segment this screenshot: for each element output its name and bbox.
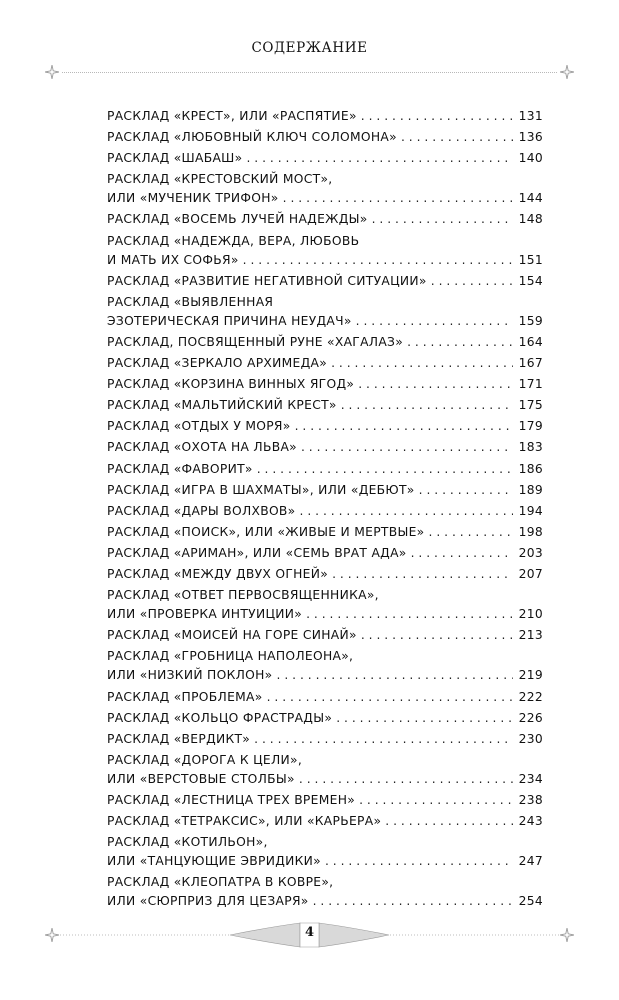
dot-leader bbox=[283, 189, 513, 208]
toc-entry-row bbox=[107, 709, 543, 728]
toc-entry bbox=[107, 709, 543, 728]
dot-leader bbox=[356, 312, 513, 331]
toc-entry bbox=[107, 626, 543, 645]
toc-entry-row bbox=[107, 272, 543, 291]
toc-entry-row bbox=[107, 770, 543, 789]
toc-entry bbox=[107, 375, 543, 394]
header-rule bbox=[62, 72, 557, 73]
toc-entry bbox=[107, 417, 543, 436]
toc-entry-title-line: РАСКЛАД «ОТВЕТ ПЕРВОСВЯЩЕННИКА», bbox=[107, 588, 379, 603]
toc-entry-row bbox=[107, 460, 543, 479]
toc-entry-page-number: 210 bbox=[518, 607, 543, 622]
toc-entry bbox=[107, 354, 543, 373]
toc-entry-page-number: 194 bbox=[518, 503, 543, 518]
toc-entry-title-line: ИЛИ «ВЕРСТОВЫЕ СТОЛБЫ» bbox=[107, 771, 295, 786]
page-number: 4 bbox=[304, 925, 315, 940]
toc-entry-title-line: РАСКЛАД «ТЕТРАКСИС», ИЛИ «КАРЬЕРА» bbox=[107, 814, 382, 829]
toc-entry-page-number: 238 bbox=[518, 792, 543, 807]
toc-entry bbox=[107, 502, 543, 521]
dot-leader bbox=[267, 688, 513, 707]
toc-entry-title-line: РАСКЛАД «ДАРЫ ВОЛХВОВ» bbox=[107, 503, 296, 518]
toc-entry-row bbox=[107, 791, 543, 810]
toc-entry-row bbox=[107, 523, 543, 542]
dot-leader bbox=[385, 812, 513, 831]
toc-entry-page-number: 148 bbox=[518, 212, 543, 227]
toc-entry bbox=[107, 396, 543, 415]
toc-entry-row bbox=[107, 812, 543, 831]
dot-leader bbox=[299, 770, 513, 789]
toc-entry bbox=[107, 232, 543, 270]
toc-entry bbox=[107, 333, 543, 352]
toc-entry-row bbox=[107, 438, 543, 457]
toc-entry bbox=[107, 170, 543, 208]
toc-entry-page-number: 219 bbox=[518, 668, 543, 683]
toc-entry-row bbox=[107, 417, 543, 436]
toc-entry-title-line: РАСКЛАД «ПОИСК», ИЛИ «ЖИВЫЕ И МЕРТВЫЕ» bbox=[107, 524, 425, 539]
toc-entry-title-line: РАСКЛАД «ОХОТА НА ЛЬВА» bbox=[107, 440, 297, 455]
toc-entry-title-line: ИЛИ «ТАНЦУЮЩИЕ ЭВРИДИКИ» bbox=[107, 854, 321, 869]
toc-entry-row bbox=[107, 544, 543, 563]
toc-entry-page-number: 247 bbox=[518, 854, 543, 869]
toc-entry-row bbox=[107, 626, 543, 645]
toc-entry-title-line: РАСКЛАД «АРИМАН», ИЛИ «СЕМЬ ВРАТ АДА» bbox=[107, 545, 407, 560]
toc-entry-page-number: 140 bbox=[518, 151, 543, 166]
toc-entry-title-line: ИЛИ «ПРОВЕРКА ИНТУИЦИИ» bbox=[107, 607, 303, 622]
toc-entry-title-line: РАСКЛАД «ВЫЯВЛЕННАЯ bbox=[107, 294, 274, 309]
toc-entry bbox=[107, 565, 543, 584]
toc-entry-page-number: 151 bbox=[518, 252, 543, 267]
toc-entry bbox=[107, 586, 543, 624]
toc-entry-page-number: 183 bbox=[518, 440, 543, 455]
toc-entry-title-line: ИЛИ «СЮРПРИЗ ДЛЯ ЦЕЗАРЯ» bbox=[107, 894, 309, 909]
dot-leader bbox=[246, 149, 513, 168]
toc-entry bbox=[107, 791, 543, 810]
toc-entry-title-line: И МАТЬ ИХ СОФЬЯ» bbox=[107, 252, 239, 267]
toc-entry-row bbox=[107, 605, 543, 624]
toc-entry-title-line: РАСКЛАД «КОТИЛЬОН», bbox=[107, 835, 268, 850]
dot-leader bbox=[254, 730, 513, 749]
toc-entry-title-line: РАСКЛАД «ШАБАШ» bbox=[107, 151, 243, 166]
toc-entry-page-number: 186 bbox=[518, 461, 543, 476]
dot-leader bbox=[336, 709, 513, 728]
dot-leader bbox=[295, 417, 513, 436]
toc-entry bbox=[107, 751, 543, 789]
star-ornament-icon bbox=[560, 65, 574, 79]
toc-entry bbox=[107, 523, 543, 542]
table-of-contents bbox=[107, 107, 543, 913]
toc-entry-title-line: РАСКЛАД «КРЕСТ», ИЛИ «РАСПЯТИЕ» bbox=[107, 109, 357, 123]
dot-leader bbox=[401, 128, 513, 147]
toc-entry bbox=[107, 210, 543, 229]
toc-entry-title-line: РАСКЛАД «МОИСЕЙ НА ГОРЕ СИНАЙ» bbox=[107, 628, 357, 643]
toc-entry bbox=[107, 460, 543, 479]
dot-leader bbox=[341, 396, 513, 415]
toc-entry-title-line: РАСКЛАД «ПРОБЛЕМА» bbox=[107, 689, 263, 704]
dot-leader bbox=[431, 272, 513, 291]
toc-entry-title-line: ИЛИ «МУЧЕНИК ТРИФОН» bbox=[107, 191, 279, 206]
toc-entry-page-number: 144 bbox=[518, 191, 543, 206]
toc-entry-row bbox=[107, 189, 543, 208]
toc-entry-title-line: РАСКЛАД «ДОРОГА К ЦЕЛИ», bbox=[107, 752, 303, 767]
dot-leader bbox=[306, 605, 513, 624]
toc-entry-row bbox=[107, 210, 543, 229]
toc-entry-row bbox=[107, 251, 543, 270]
toc-entry-row bbox=[107, 565, 543, 584]
toc-entry-row bbox=[107, 107, 543, 126]
toc-entry bbox=[107, 730, 543, 749]
toc-entry-title-line: РАСКЛАД «ИГРА В ШАХМАТЫ», ИЛИ «ДЕБЮТ» bbox=[107, 482, 415, 497]
toc-entry bbox=[107, 688, 543, 707]
toc-entry-page-number: 203 bbox=[518, 545, 543, 560]
toc-entry-title-line: РАСКЛАД «ЛЕСТНИЦА ТРЕХ ВРЕМЕН» bbox=[107, 792, 356, 807]
toc-entry-page-number: 159 bbox=[518, 313, 543, 328]
toc-entry bbox=[107, 873, 543, 911]
dot-leader bbox=[429, 523, 513, 542]
toc-entry bbox=[107, 647, 543, 685]
toc-entry bbox=[107, 481, 543, 500]
toc-entry-title-line: РАСКЛАД «ВОСЕМЬ ЛУЧЕЙ НАДЕЖДЫ» bbox=[107, 212, 368, 227]
dot-leader bbox=[325, 852, 513, 871]
toc-entry-page-number: 131 bbox=[518, 109, 543, 123]
toc-entry-row bbox=[107, 892, 543, 911]
toc-entry-title-line: РАСКЛАД «КРЕСТОВСКИЙ МОСТ», bbox=[107, 172, 333, 187]
toc-entry-title-line: РАСКЛАД «ГРОБНИЦА НАПОЛЕОНА», bbox=[107, 649, 354, 664]
toc-entry-title-line: РАСКЛАД «РАЗВИТИЕ НЕГАТИВНОЙ СИТУАЦИИ» bbox=[107, 273, 427, 288]
toc-entry bbox=[107, 293, 543, 331]
dot-leader bbox=[407, 333, 513, 352]
dot-leader bbox=[243, 251, 513, 270]
toc-entry bbox=[107, 812, 543, 831]
dot-leader bbox=[277, 666, 514, 685]
toc-entry-title-line: РАСКЛАД «КОЛЬЦО ФРАСТРАДЫ» bbox=[107, 710, 333, 725]
toc-entry-row bbox=[107, 354, 543, 373]
toc-entry-title-line: РАСКЛАД «ФАВОРИТ» bbox=[107, 461, 253, 476]
toc-entry-row bbox=[107, 149, 543, 168]
toc-entry bbox=[107, 833, 543, 871]
toc-entry-row bbox=[107, 688, 543, 707]
toc-entry-page-number: 189 bbox=[518, 482, 543, 497]
page-title: СОДЕРЖАНИЕ bbox=[251, 40, 368, 56]
toc-entry-page-number: 213 bbox=[518, 628, 543, 643]
toc-entry-page-number: 243 bbox=[518, 814, 543, 829]
toc-entry-row bbox=[107, 333, 543, 352]
toc-entry-page-number: 254 bbox=[518, 894, 543, 909]
dot-leader bbox=[331, 354, 513, 373]
dot-leader bbox=[411, 544, 513, 563]
toc-entry-title-line: РАСКЛАД «МЕЖДУ ДВУХ ОГНЕЙ» bbox=[107, 567, 329, 582]
toc-entry-page-number: 179 bbox=[518, 419, 543, 434]
toc-entry-title-line: РАСКЛАД «ОТДЫХ У МОРЯ» bbox=[107, 419, 291, 434]
toc-entry bbox=[107, 544, 543, 563]
toc-entry-page-number: 226 bbox=[518, 710, 543, 725]
dot-leader bbox=[300, 502, 514, 521]
toc-entry-page-number: 230 bbox=[518, 731, 543, 746]
dot-leader bbox=[358, 375, 513, 394]
toc-entry-title-line: РАСКЛАД «МАЛЬТИЙСКИЙ КРЕСТ» bbox=[107, 398, 337, 413]
dot-leader bbox=[301, 438, 513, 457]
toc-entry-title-line: РАСКЛАД, ПОСВЯЩЕННЫЙ РУНЕ «ХАГАЛАЗ» bbox=[107, 334, 404, 349]
dot-leader bbox=[313, 892, 513, 911]
toc-entry-page-number: 164 bbox=[518, 334, 543, 349]
toc-entry-title-line: РАСКЛАД «ВЕРДИКТ» bbox=[107, 731, 251, 746]
dot-leader bbox=[361, 626, 513, 645]
toc-entry bbox=[107, 128, 543, 147]
toc-entry-row bbox=[107, 481, 543, 500]
toc-entry bbox=[107, 438, 543, 457]
toc-entry-title-line: РАСКЛАД «ЗЕРКАЛО АРХИМЕДА» bbox=[107, 355, 328, 370]
toc-entry-row bbox=[107, 852, 543, 871]
toc-entry-row bbox=[107, 128, 543, 147]
toc-entry-page-number: 136 bbox=[518, 130, 543, 145]
toc-entry-page-number: 171 bbox=[518, 377, 543, 392]
toc-entry-row bbox=[107, 396, 543, 415]
toc-entry-row bbox=[107, 730, 543, 749]
toc-entry-title-line: ИЛИ «НИЗКИЙ ПОКЛОН» bbox=[107, 668, 273, 683]
toc-entry bbox=[107, 107, 543, 126]
dot-leader bbox=[419, 481, 513, 500]
dot-leader bbox=[257, 460, 513, 479]
toc-entry bbox=[107, 149, 543, 168]
star-ornament-icon bbox=[45, 65, 59, 79]
toc-entry-row bbox=[107, 502, 543, 521]
toc-entry-page-number: 167 bbox=[518, 355, 543, 370]
toc-entry-title-line: ЭЗОТЕРИЧЕСКАЯ ПРИЧИНА НЕУДАЧ» bbox=[107, 313, 352, 328]
toc-entry-title-line: РАСКЛАД «КЛЕОПАТРА В КОВРЕ», bbox=[107, 875, 334, 890]
toc-entry-page-number: 175 bbox=[518, 398, 543, 413]
toc-entry-row bbox=[107, 375, 543, 394]
toc-entry bbox=[107, 272, 543, 291]
toc-entry-row bbox=[107, 666, 543, 685]
toc-entry-title-line: РАСКЛАД «КОРЗИНА ВИННЫХ ЯГОД» bbox=[107, 377, 355, 392]
toc-entry-page-number: 154 bbox=[518, 273, 543, 288]
toc-entry-title-line: РАСКЛАД «ЛЮБОВНЫЙ КЛЮЧ СОЛОМОНА» bbox=[107, 130, 397, 145]
toc-entry-page-number: 222 bbox=[518, 689, 543, 704]
dot-leader bbox=[372, 210, 513, 229]
dot-leader bbox=[361, 107, 513, 126]
toc-entry-page-number: 207 bbox=[518, 567, 543, 582]
toc-entry-row bbox=[107, 312, 543, 331]
toc-entry-page-number: 198 bbox=[518, 524, 543, 539]
dot-leader bbox=[359, 791, 513, 810]
toc-entry-title-line: РАСКЛАД «НАДЕЖДА, ВЕРА, ЛЮБОВЬ bbox=[107, 233, 360, 248]
dot-leader bbox=[332, 565, 513, 584]
toc-entry-page-number: 234 bbox=[518, 771, 543, 786]
